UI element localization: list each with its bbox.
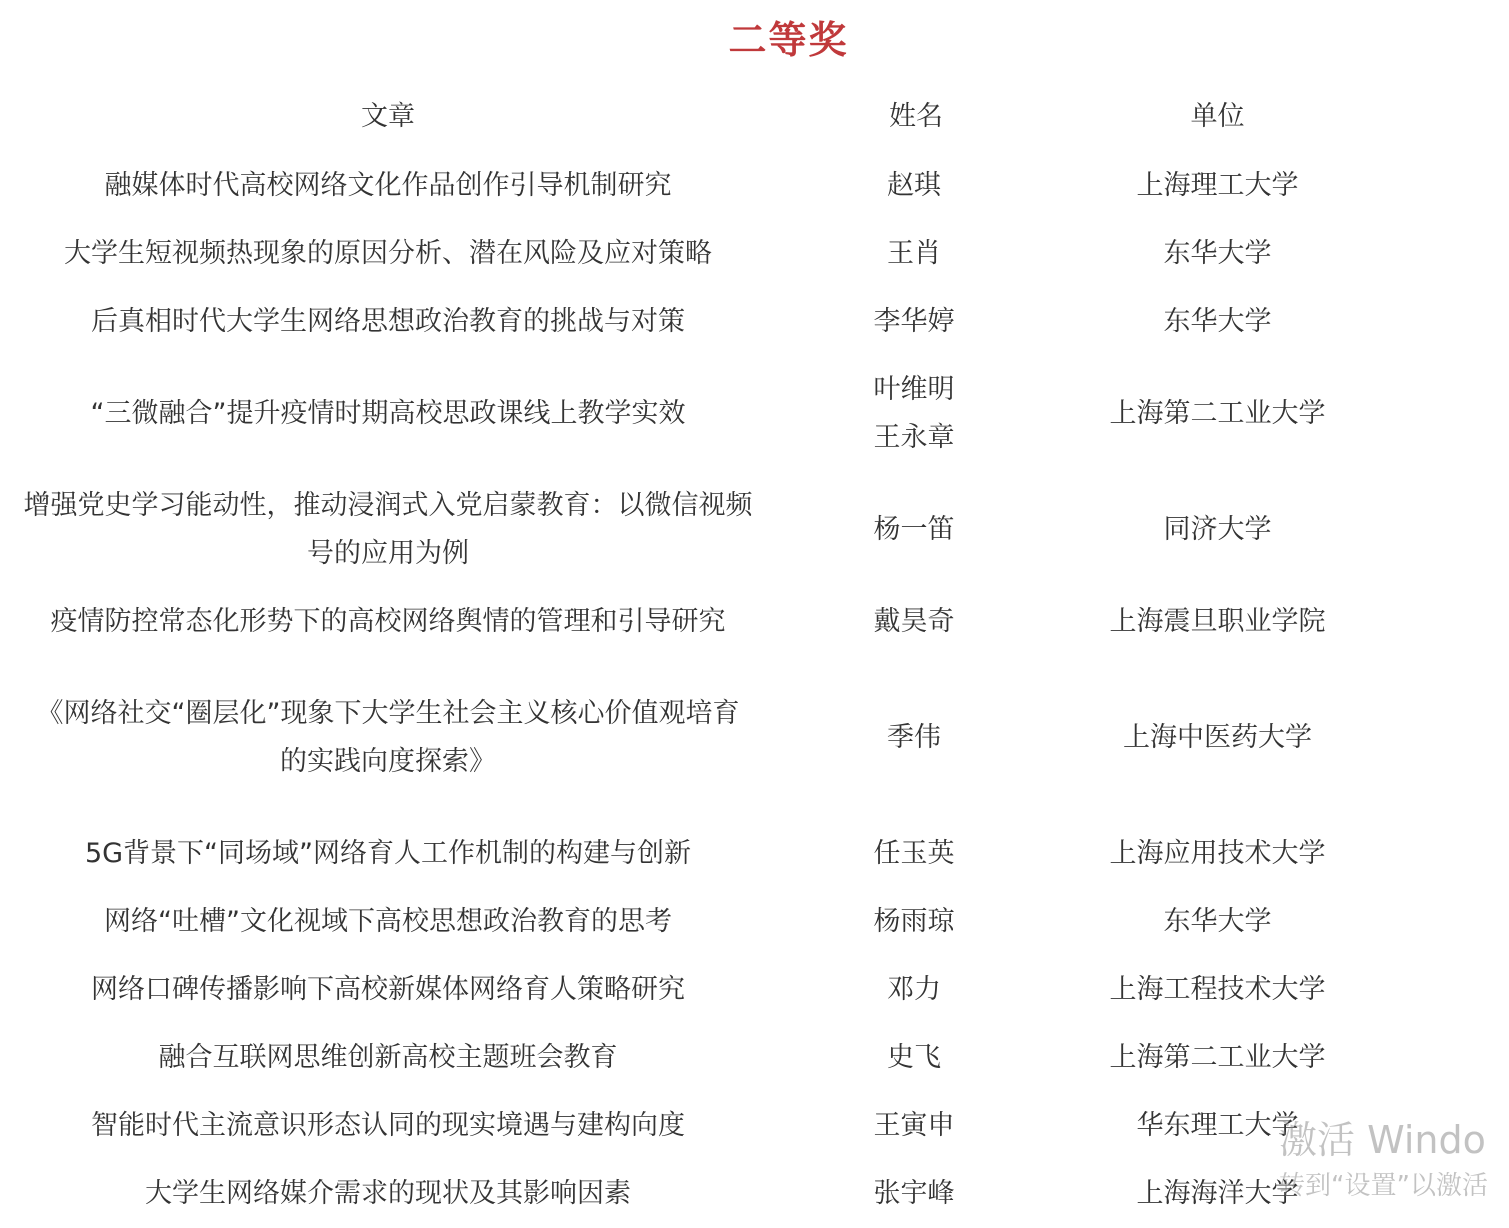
article-title-line: 疫情防控常态化形势下的高校网络舆情的管理和引导研究 [50,606,726,637]
watermark-line-2: 转到“设置”以激活 [1279,1171,1488,1201]
article-title-line: 融媒体时代高校网络文化作品创作引导机制研究 [104,170,672,201]
author-name: 张宇峰 [873,1178,955,1209]
article-title-line: 《网络社交“圈层化”现象下大学生社会主义核心价值观培育 [36,698,740,729]
table-row [0,656,1509,820]
article-title-line: 5G背景下“同场域”网络育人工作机制的构建与创新 [84,838,692,869]
author-name: 叶维明 [873,374,955,405]
article-title-line: 大学生短视频热现象的原因分析、潜在风险及应对策略 [64,238,712,269]
article-cell [0,588,776,656]
name-cell [776,356,1056,472]
name-cell [776,220,1056,288]
article-cell [0,152,776,220]
article-cell [0,472,776,588]
article-title-line: 大学生网络媒介需求的现状及其影响因素 [145,1178,631,1209]
article-cell [0,656,776,820]
author-name: 李华婷 [873,306,955,337]
article-cell [0,288,776,356]
table-row [0,588,1509,656]
article-title-line: 的实践向度探索》 [280,746,496,777]
name-cell [776,656,1056,820]
unit-cell: 上海海洋大学 [1136,1178,1299,1209]
article-title-line: 后真相时代大学生网络思想政治教育的挑战与对策 [91,306,685,337]
name-cell [776,588,1056,656]
table-row [0,356,1509,472]
unit-cell: 东华大学 [1163,238,1272,269]
page-title: 二等奖 [728,18,849,62]
author-name: 杨一笛 [873,514,955,545]
article-title-line: 网络“吐槽”文化视域下高校思想政治教育的思考 [104,906,672,937]
article-title-line: 智能时代主流意识形态认同的现实境遇与建构向度 [91,1110,685,1141]
name-cell [776,888,1056,956]
table-row [0,1160,1509,1228]
article-cell [0,956,776,1024]
article-title-line: 增强党史学习能动性，推动浸润式入党启蒙教育：以微信视频 [23,490,753,521]
author-name: 季伟 [887,722,941,753]
article-title-line: 融合互联网思维创新高校主题班会教育 [158,1042,618,1073]
author-name: 戴昊奇 [873,606,955,637]
article-cell [0,820,776,888]
article-cell [0,356,776,472]
header-article: 文章 [361,101,415,132]
table-body [0,152,1509,1228]
article-cell [0,1092,776,1160]
unit-cell: 同济大学 [1163,514,1272,545]
unit-cell: 上海第二工业大学 [1109,1042,1326,1073]
article-title-line: “三微融合”提升疫情时期高校思政课线上教学实效 [90,398,686,429]
unit-cell: 上海中医药大学 [1123,722,1312,753]
author-name: 邓力 [887,974,941,1005]
author-name: 史飞 [887,1042,941,1073]
table-row [0,888,1509,956]
author-name: 王永章 [873,422,955,453]
name-cell [776,956,1056,1024]
table-row [0,956,1509,1024]
table-row [0,1092,1509,1160]
table-row [0,1024,1509,1092]
unit-cell: 华东理工大学 [1136,1110,1299,1141]
unit-cell: 东华大学 [1163,906,1272,937]
author-name: 赵琪 [887,170,941,201]
table-row [0,472,1509,588]
unit-cell: 上海工程技术大学 [1109,974,1326,1005]
header-name: 姓名 [889,101,943,132]
author-name: 杨雨琼 [873,906,955,937]
unit-cell: 上海理工大学 [1136,170,1299,201]
header-unit: 单位 [1190,101,1245,132]
unit-cell: 上海第二工业大学 [1109,398,1326,429]
article-cell [0,1160,776,1228]
unit-cell: 上海应用技术大学 [1109,838,1326,869]
article-cell [0,220,776,288]
name-cell [776,1160,1056,1228]
table-row [0,820,1509,888]
awards-table [0,82,1509,1228]
table-row [0,288,1509,356]
header-row [0,82,1509,152]
unit-cell: 上海震旦职业学院 [1109,606,1326,637]
author-name: 任玉英 [873,838,955,869]
unit-cell: 东华大学 [1163,306,1272,337]
watermark-line-1: 激活 Windo [1279,1118,1486,1162]
article-title-line: 号的应用为例 [307,538,469,569]
table-row [0,220,1509,288]
article-cell [0,1024,776,1092]
table-header [0,82,1509,152]
name-cell [776,288,1056,356]
name-cell [776,1024,1056,1092]
article-cell [0,888,776,956]
article-title-line: 网络口碑传播影响下高校新媒体网络育人策略研究 [91,974,685,1005]
name-cell [776,1092,1056,1160]
name-cell [776,820,1056,888]
author-name: 王肖 [887,238,941,269]
name-cell [776,152,1056,220]
author-name: 王寅申 [873,1110,955,1141]
table-row [0,152,1509,220]
name-cell [776,472,1056,588]
